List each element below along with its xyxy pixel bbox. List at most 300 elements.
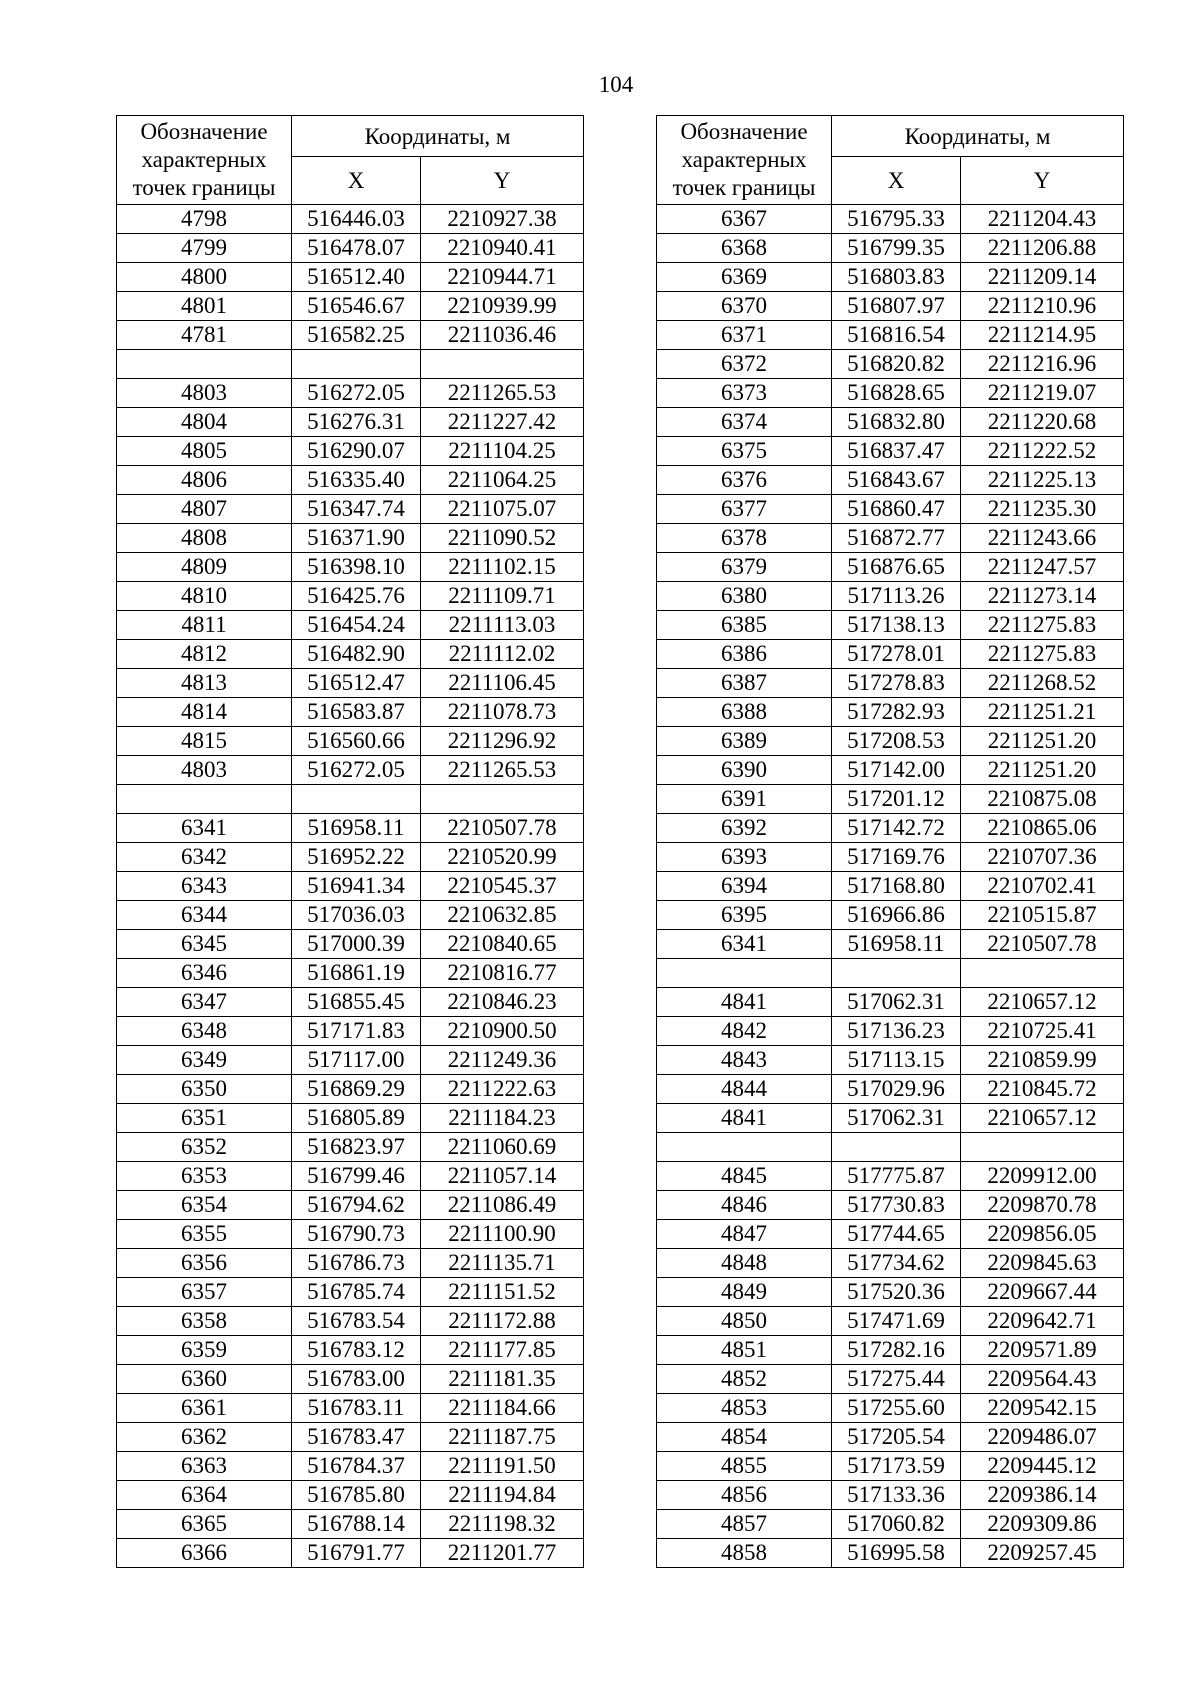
point-id-cell: 4847 bbox=[657, 1220, 832, 1249]
table-row bbox=[117, 1307, 584, 1336]
y-coordinate-cell: 2210545.37 bbox=[421, 872, 584, 901]
x-coordinate-cell: 517062.31 bbox=[832, 1104, 961, 1133]
x-coordinate-cell: 517205.54 bbox=[832, 1423, 961, 1452]
y-coordinate-cell: 2211172.88 bbox=[421, 1307, 584, 1336]
table-row bbox=[117, 292, 584, 321]
point-id-cell: 4857 bbox=[657, 1510, 832, 1539]
point-id-cell: 6353 bbox=[117, 1162, 292, 1191]
table-row bbox=[657, 698, 1124, 727]
point-id-cell: 4849 bbox=[657, 1278, 832, 1307]
table-row bbox=[657, 1075, 1124, 1104]
x-coordinate-cell: 517471.69 bbox=[832, 1307, 961, 1336]
point-id-cell: 6344 bbox=[117, 901, 292, 930]
y-coordinate-cell: 2211181.35 bbox=[421, 1365, 584, 1394]
table-row bbox=[117, 611, 584, 640]
y-coordinate-cell: 2210657.12 bbox=[961, 1104, 1124, 1133]
x-coordinate-cell: 516783.00 bbox=[292, 1365, 421, 1394]
y-coordinate-cell: 2210859.99 bbox=[961, 1046, 1124, 1075]
point-id-cell: 6366 bbox=[117, 1539, 292, 1568]
table-row bbox=[117, 553, 584, 582]
y-coordinate-cell: 2211235.30 bbox=[961, 495, 1124, 524]
table-row bbox=[657, 669, 1124, 698]
table-row bbox=[117, 785, 584, 814]
table-body-left bbox=[117, 205, 584, 1568]
table-row bbox=[657, 205, 1124, 234]
y-coordinate-cell: 2211296.92 bbox=[421, 727, 584, 756]
table-row bbox=[117, 1075, 584, 1104]
x-coordinate-cell: 517775.87 bbox=[832, 1162, 961, 1191]
table-row bbox=[117, 756, 584, 785]
x-coordinate-cell: 517734.62 bbox=[832, 1249, 961, 1278]
x-coordinate-cell: 516786.73 bbox=[292, 1249, 421, 1278]
point-id-cell: 4856 bbox=[657, 1481, 832, 1510]
table-row bbox=[117, 205, 584, 234]
x-coordinate-cell: 517036.03 bbox=[292, 901, 421, 930]
point-id-cell: 6355 bbox=[117, 1220, 292, 1249]
y-coordinate-cell: 2211225.13 bbox=[961, 466, 1124, 495]
point-id-cell: 6352 bbox=[117, 1133, 292, 1162]
x-coordinate-cell: 516966.86 bbox=[832, 901, 961, 930]
y-coordinate-cell: 2210507.78 bbox=[421, 814, 584, 843]
table-row bbox=[657, 350, 1124, 379]
x-coordinate-cell: 517113.26 bbox=[832, 582, 961, 611]
y-coordinate-cell: 2211090.52 bbox=[421, 524, 584, 553]
point-id-cell: 6370 bbox=[657, 292, 832, 321]
x-coordinate-cell: 516783.54 bbox=[292, 1307, 421, 1336]
y-coordinate-cell: 2209564.43 bbox=[961, 1365, 1124, 1394]
x-coordinate-cell: 517171.83 bbox=[292, 1017, 421, 1046]
table-row bbox=[657, 930, 1124, 959]
y-coordinate-cell: 2211113.03 bbox=[421, 611, 584, 640]
y-coordinate-cell: 2211251.20 bbox=[961, 727, 1124, 756]
point-id-cell: 6349 bbox=[117, 1046, 292, 1075]
table-row bbox=[117, 1365, 584, 1394]
point-id-cell: 6341 bbox=[657, 930, 832, 959]
y-coordinate-cell: 2211106.45 bbox=[421, 669, 584, 698]
x-coordinate-cell: 517169.76 bbox=[832, 843, 961, 872]
point-id-cell: 6385 bbox=[657, 611, 832, 640]
table-row bbox=[117, 524, 584, 553]
y-coordinate-cell: 2210632.85 bbox=[421, 901, 584, 930]
y-coordinate-cell: 2210657.12 bbox=[961, 988, 1124, 1017]
point-id-cell: 6350 bbox=[117, 1075, 292, 1104]
point-id-cell bbox=[117, 350, 292, 379]
y-coordinate-cell: 2211219.07 bbox=[961, 379, 1124, 408]
point-id-cell: 4805 bbox=[117, 437, 292, 466]
point-id-cell: 6351 bbox=[117, 1104, 292, 1133]
x-coordinate-cell: 516799.46 bbox=[292, 1162, 421, 1191]
point-id-cell: 6395 bbox=[657, 901, 832, 930]
x-coordinate-cell: 516785.74 bbox=[292, 1278, 421, 1307]
table-row bbox=[117, 1394, 584, 1423]
y-coordinate-cell: 2210944.71 bbox=[421, 263, 584, 292]
x-coordinate-cell: 516272.05 bbox=[292, 379, 421, 408]
y-coordinate-cell: 2210927.38 bbox=[421, 205, 584, 234]
y-coordinate-cell: 2211060.69 bbox=[421, 1133, 584, 1162]
x-coordinate-cell: 516425.76 bbox=[292, 582, 421, 611]
x-coordinate-cell bbox=[292, 785, 421, 814]
y-coordinate-cell: 2211036.46 bbox=[421, 321, 584, 350]
point-id-cell: 4801 bbox=[117, 292, 292, 321]
y-coordinate-cell: 2209845.63 bbox=[961, 1249, 1124, 1278]
x-coordinate-cell: 517142.00 bbox=[832, 756, 961, 785]
point-id-cell: 4852 bbox=[657, 1365, 832, 1394]
x-coordinate-cell: 516869.29 bbox=[292, 1075, 421, 1104]
x-coordinate-cell: 516876.65 bbox=[832, 553, 961, 582]
y-coordinate-cell: 2210939.99 bbox=[421, 292, 584, 321]
x-coordinate-cell: 517730.83 bbox=[832, 1191, 961, 1220]
x-coordinate-cell: 516828.65 bbox=[832, 379, 961, 408]
table-row bbox=[657, 1017, 1124, 1046]
table-row bbox=[657, 495, 1124, 524]
table-row bbox=[657, 872, 1124, 901]
point-id-cell: 4814 bbox=[117, 698, 292, 727]
y-coordinate-cell: 2210725.41 bbox=[961, 1017, 1124, 1046]
y-coordinate-cell: 2211227.42 bbox=[421, 408, 584, 437]
y-coordinate-cell: 2210846.23 bbox=[421, 988, 584, 1017]
x-coordinate-cell: 516861.19 bbox=[292, 959, 421, 988]
x-coordinate-cell: 516823.97 bbox=[292, 1133, 421, 1162]
point-id-cell: 4858 bbox=[657, 1539, 832, 1568]
y-coordinate-cell: 2211075.07 bbox=[421, 495, 584, 524]
x-coordinate-cell: 516371.90 bbox=[292, 524, 421, 553]
point-id-cell: 6380 bbox=[657, 582, 832, 611]
header-y-label: Y bbox=[421, 157, 584, 205]
y-coordinate-cell: 2211102.15 bbox=[421, 553, 584, 582]
y-coordinate-cell bbox=[961, 959, 1124, 988]
y-coordinate-cell: 2211151.52 bbox=[421, 1278, 584, 1307]
x-coordinate-cell: 516805.89 bbox=[292, 1104, 421, 1133]
point-id-cell: 6367 bbox=[657, 205, 832, 234]
y-coordinate-cell: 2210865.06 bbox=[961, 814, 1124, 843]
header-point-label: Обозначение характерных точек границы bbox=[657, 116, 832, 205]
y-coordinate-cell: 2211249.36 bbox=[421, 1046, 584, 1075]
table-row bbox=[117, 1162, 584, 1191]
table-row bbox=[657, 901, 1124, 930]
table-row bbox=[657, 582, 1124, 611]
table-row bbox=[117, 1539, 584, 1568]
x-coordinate-cell: 516482.90 bbox=[292, 640, 421, 669]
y-coordinate-cell: 2211275.83 bbox=[961, 640, 1124, 669]
table-row bbox=[117, 1510, 584, 1539]
point-id-cell: 6342 bbox=[117, 843, 292, 872]
point-id-cell: 4798 bbox=[117, 205, 292, 234]
table-row bbox=[657, 466, 1124, 495]
point-id-cell: 6354 bbox=[117, 1191, 292, 1220]
table-row bbox=[657, 1249, 1124, 1278]
y-coordinate-cell: 2211201.77 bbox=[421, 1539, 584, 1568]
y-coordinate-cell: 2211198.32 bbox=[421, 1510, 584, 1539]
y-coordinate-cell: 2209912.00 bbox=[961, 1162, 1124, 1191]
x-coordinate-cell: 516832.80 bbox=[832, 408, 961, 437]
table-row bbox=[657, 1307, 1124, 1336]
table-row bbox=[657, 1452, 1124, 1481]
point-id-cell: 6341 bbox=[117, 814, 292, 843]
point-id-cell: 6391 bbox=[657, 785, 832, 814]
x-coordinate-cell: 516799.35 bbox=[832, 234, 961, 263]
x-coordinate-cell: 517744.65 bbox=[832, 1220, 961, 1249]
y-coordinate-cell: 2209486.07 bbox=[961, 1423, 1124, 1452]
point-id-cell: 4841 bbox=[657, 988, 832, 1017]
table-row bbox=[657, 1423, 1124, 1452]
table-row bbox=[657, 640, 1124, 669]
table-row bbox=[657, 1394, 1124, 1423]
table-row bbox=[117, 321, 584, 350]
point-id-cell: 4842 bbox=[657, 1017, 832, 1046]
table-row bbox=[117, 959, 584, 988]
x-coordinate-cell: 517255.60 bbox=[832, 1394, 961, 1423]
point-id-cell: 4803 bbox=[117, 379, 292, 408]
point-id-cell: 4841 bbox=[657, 1104, 832, 1133]
table-row bbox=[657, 959, 1124, 988]
x-coordinate-cell: 516454.24 bbox=[292, 611, 421, 640]
table-row bbox=[657, 553, 1124, 582]
point-id-cell: 6371 bbox=[657, 321, 832, 350]
point-id-cell bbox=[657, 959, 832, 988]
y-coordinate-cell bbox=[961, 1133, 1124, 1162]
y-coordinate-cell: 2211251.20 bbox=[961, 756, 1124, 785]
x-coordinate-cell: 516290.07 bbox=[292, 437, 421, 466]
x-coordinate-cell: 516837.47 bbox=[832, 437, 961, 466]
table-row bbox=[117, 1452, 584, 1481]
table-row bbox=[657, 1191, 1124, 1220]
table-row bbox=[117, 1336, 584, 1365]
table-row bbox=[117, 1481, 584, 1510]
y-coordinate-cell: 2211214.95 bbox=[961, 321, 1124, 350]
point-id-cell: 4843 bbox=[657, 1046, 832, 1075]
x-coordinate-cell: 517133.36 bbox=[832, 1481, 961, 1510]
x-coordinate-cell: 516582.25 bbox=[292, 321, 421, 350]
y-coordinate-cell: 2209386.14 bbox=[961, 1481, 1124, 1510]
table-row bbox=[117, 872, 584, 901]
table-row bbox=[117, 234, 584, 263]
x-coordinate-cell bbox=[832, 959, 961, 988]
point-id-cell bbox=[657, 1133, 832, 1162]
x-coordinate-cell: 516807.97 bbox=[832, 292, 961, 321]
table-row bbox=[657, 1510, 1124, 1539]
x-coordinate-cell: 517282.93 bbox=[832, 698, 961, 727]
table-row bbox=[657, 1104, 1124, 1133]
point-id-cell: 4808 bbox=[117, 524, 292, 553]
y-coordinate-cell: 2211086.49 bbox=[421, 1191, 584, 1220]
point-id-cell: 4806 bbox=[117, 466, 292, 495]
x-coordinate-cell: 516335.40 bbox=[292, 466, 421, 495]
table-row bbox=[117, 408, 584, 437]
y-coordinate-cell: 2211268.52 bbox=[961, 669, 1124, 698]
table-row bbox=[117, 1133, 584, 1162]
y-coordinate-cell: 2210707.36 bbox=[961, 843, 1124, 872]
y-coordinate-cell: 2209870.78 bbox=[961, 1191, 1124, 1220]
point-id-cell: 4813 bbox=[117, 669, 292, 698]
x-coordinate-cell: 517138.13 bbox=[832, 611, 961, 640]
x-coordinate-cell: 516583.87 bbox=[292, 698, 421, 727]
x-coordinate-cell: 516860.47 bbox=[832, 495, 961, 524]
table-row bbox=[117, 379, 584, 408]
x-coordinate-cell: 517142.72 bbox=[832, 814, 961, 843]
x-coordinate-cell: 517520.36 bbox=[832, 1278, 961, 1307]
header-coords-label: Координаты, м bbox=[292, 116, 584, 157]
point-id-cell: 4848 bbox=[657, 1249, 832, 1278]
table-row bbox=[117, 901, 584, 930]
x-coordinate-cell: 516784.37 bbox=[292, 1452, 421, 1481]
table-row bbox=[657, 1046, 1124, 1075]
y-coordinate-cell: 2210520.99 bbox=[421, 843, 584, 872]
point-id-cell: 4810 bbox=[117, 582, 292, 611]
point-id-cell: 6361 bbox=[117, 1394, 292, 1423]
point-id-cell: 4846 bbox=[657, 1191, 832, 1220]
point-id-cell: 4854 bbox=[657, 1423, 832, 1452]
table-row bbox=[117, 466, 584, 495]
point-id-cell: 6389 bbox=[657, 727, 832, 756]
table-row bbox=[657, 843, 1124, 872]
point-id-cell: 6374 bbox=[657, 408, 832, 437]
x-coordinate-cell: 516783.11 bbox=[292, 1394, 421, 1423]
point-id-cell: 6348 bbox=[117, 1017, 292, 1046]
y-coordinate-cell: 2211177.85 bbox=[421, 1336, 584, 1365]
point-id-cell: 4812 bbox=[117, 640, 292, 669]
point-id-cell: 6356 bbox=[117, 1249, 292, 1278]
x-coordinate-cell: 516803.83 bbox=[832, 263, 961, 292]
y-coordinate-cell: 2211064.25 bbox=[421, 466, 584, 495]
point-id-cell: 6390 bbox=[657, 756, 832, 785]
table-row bbox=[117, 843, 584, 872]
x-coordinate-cell: 516941.34 bbox=[292, 872, 421, 901]
y-coordinate-cell: 2211209.14 bbox=[961, 263, 1124, 292]
y-coordinate-cell: 2209257.45 bbox=[961, 1539, 1124, 1568]
x-coordinate-cell: 516446.03 bbox=[292, 205, 421, 234]
point-id-cell: 4800 bbox=[117, 263, 292, 292]
x-coordinate-cell: 516785.80 bbox=[292, 1481, 421, 1510]
point-id-cell: 4809 bbox=[117, 553, 292, 582]
x-coordinate-cell: 516546.67 bbox=[292, 292, 421, 321]
header-x-label: X bbox=[292, 157, 421, 205]
point-id-cell: 4850 bbox=[657, 1307, 832, 1336]
table-row bbox=[117, 582, 584, 611]
y-coordinate-cell: 2209642.71 bbox=[961, 1307, 1124, 1336]
x-coordinate-cell: 516478.07 bbox=[292, 234, 421, 263]
table-row bbox=[657, 524, 1124, 553]
table-row bbox=[117, 930, 584, 959]
point-id-cell: 6362 bbox=[117, 1423, 292, 1452]
y-coordinate-cell: 2211265.53 bbox=[421, 379, 584, 408]
y-coordinate-cell: 2211112.02 bbox=[421, 640, 584, 669]
x-coordinate-cell: 516820.82 bbox=[832, 350, 961, 379]
point-id-cell: 6346 bbox=[117, 959, 292, 988]
x-coordinate-cell: 517173.59 bbox=[832, 1452, 961, 1481]
x-coordinate-cell: 517168.80 bbox=[832, 872, 961, 901]
table-row bbox=[657, 814, 1124, 843]
table-row bbox=[657, 1336, 1124, 1365]
point-id-cell: 6364 bbox=[117, 1481, 292, 1510]
header-coords-label: Координаты, м bbox=[832, 116, 1124, 157]
point-id-cell: 4803 bbox=[117, 756, 292, 785]
x-coordinate-cell: 516995.58 bbox=[832, 1539, 961, 1568]
table-body-right bbox=[657, 205, 1124, 1568]
x-coordinate-cell: 517201.12 bbox=[832, 785, 961, 814]
point-id-cell: 6379 bbox=[657, 553, 832, 582]
x-coordinate-cell: 516512.40 bbox=[292, 263, 421, 292]
y-coordinate-cell: 2211247.57 bbox=[961, 553, 1124, 582]
point-id-cell: 6393 bbox=[657, 843, 832, 872]
point-id-cell: 4811 bbox=[117, 611, 292, 640]
table-row bbox=[117, 1249, 584, 1278]
x-coordinate-cell: 517000.39 bbox=[292, 930, 421, 959]
y-coordinate-cell: 2211275.83 bbox=[961, 611, 1124, 640]
y-coordinate-cell: 2211222.63 bbox=[421, 1075, 584, 1104]
point-id-cell: 6392 bbox=[657, 814, 832, 843]
point-id-cell: 6394 bbox=[657, 872, 832, 901]
x-coordinate-cell: 516398.10 bbox=[292, 553, 421, 582]
x-coordinate-cell: 516788.14 bbox=[292, 1510, 421, 1539]
point-id-cell: 6375 bbox=[657, 437, 832, 466]
y-coordinate-cell: 2210816.77 bbox=[421, 959, 584, 988]
table-row bbox=[657, 1162, 1124, 1191]
table-row bbox=[117, 669, 584, 698]
point-id-cell: 4845 bbox=[657, 1162, 832, 1191]
table-row bbox=[117, 437, 584, 466]
y-coordinate-cell: 2209542.15 bbox=[961, 1394, 1124, 1423]
point-id-cell: 4851 bbox=[657, 1336, 832, 1365]
y-coordinate-cell: 2211187.75 bbox=[421, 1423, 584, 1452]
x-coordinate-cell: 516791.77 bbox=[292, 1539, 421, 1568]
y-coordinate-cell: 2211135.71 bbox=[421, 1249, 584, 1278]
y-coordinate-cell: 2211191.50 bbox=[421, 1452, 584, 1481]
point-id-cell: 4799 bbox=[117, 234, 292, 263]
point-id-cell: 6386 bbox=[657, 640, 832, 669]
table-row bbox=[117, 698, 584, 727]
x-coordinate-cell: 516958.11 bbox=[292, 814, 421, 843]
point-id-cell: 6368 bbox=[657, 234, 832, 263]
y-coordinate-cell: 2211194.84 bbox=[421, 1481, 584, 1510]
point-id-cell: 6347 bbox=[117, 988, 292, 1017]
y-coordinate-cell: 2210515.87 bbox=[961, 901, 1124, 930]
table-row bbox=[117, 727, 584, 756]
point-id-cell: 6388 bbox=[657, 698, 832, 727]
point-id-cell: 4804 bbox=[117, 408, 292, 437]
table-row bbox=[657, 727, 1124, 756]
y-coordinate-cell: 2211206.88 bbox=[961, 234, 1124, 263]
table-row bbox=[657, 1220, 1124, 1249]
x-coordinate-cell: 516855.45 bbox=[292, 988, 421, 1017]
x-coordinate-cell: 516783.12 bbox=[292, 1336, 421, 1365]
point-id-cell: 4853 bbox=[657, 1394, 832, 1423]
point-id-cell: 4855 bbox=[657, 1452, 832, 1481]
point-id-cell: 6376 bbox=[657, 466, 832, 495]
table-row bbox=[657, 1539, 1124, 1568]
table-row bbox=[657, 263, 1124, 292]
y-coordinate-cell: 2209571.89 bbox=[961, 1336, 1124, 1365]
coordinates-table-right bbox=[656, 115, 1124, 1568]
y-coordinate-cell: 2210900.50 bbox=[421, 1017, 584, 1046]
x-coordinate-cell bbox=[292, 350, 421, 379]
point-id-cell: 4781 bbox=[117, 321, 292, 350]
y-coordinate-cell: 2211251.21 bbox=[961, 698, 1124, 727]
point-id-cell: 6369 bbox=[657, 263, 832, 292]
y-coordinate-cell: 2209856.05 bbox=[961, 1220, 1124, 1249]
header-y-label: Y bbox=[961, 157, 1124, 205]
x-coordinate-cell: 516843.67 bbox=[832, 466, 961, 495]
x-coordinate-cell: 517282.16 bbox=[832, 1336, 961, 1365]
table-row bbox=[657, 234, 1124, 263]
page-number: 104 bbox=[598, 72, 634, 97]
table-row bbox=[657, 988, 1124, 1017]
table-row bbox=[657, 785, 1124, 814]
y-coordinate-cell: 2211243.66 bbox=[961, 524, 1124, 553]
x-coordinate-cell: 516512.47 bbox=[292, 669, 421, 698]
x-coordinate-cell: 516872.77 bbox=[832, 524, 961, 553]
y-coordinate-cell: 2211057.14 bbox=[421, 1162, 584, 1191]
y-coordinate-cell: 2211184.66 bbox=[421, 1394, 584, 1423]
